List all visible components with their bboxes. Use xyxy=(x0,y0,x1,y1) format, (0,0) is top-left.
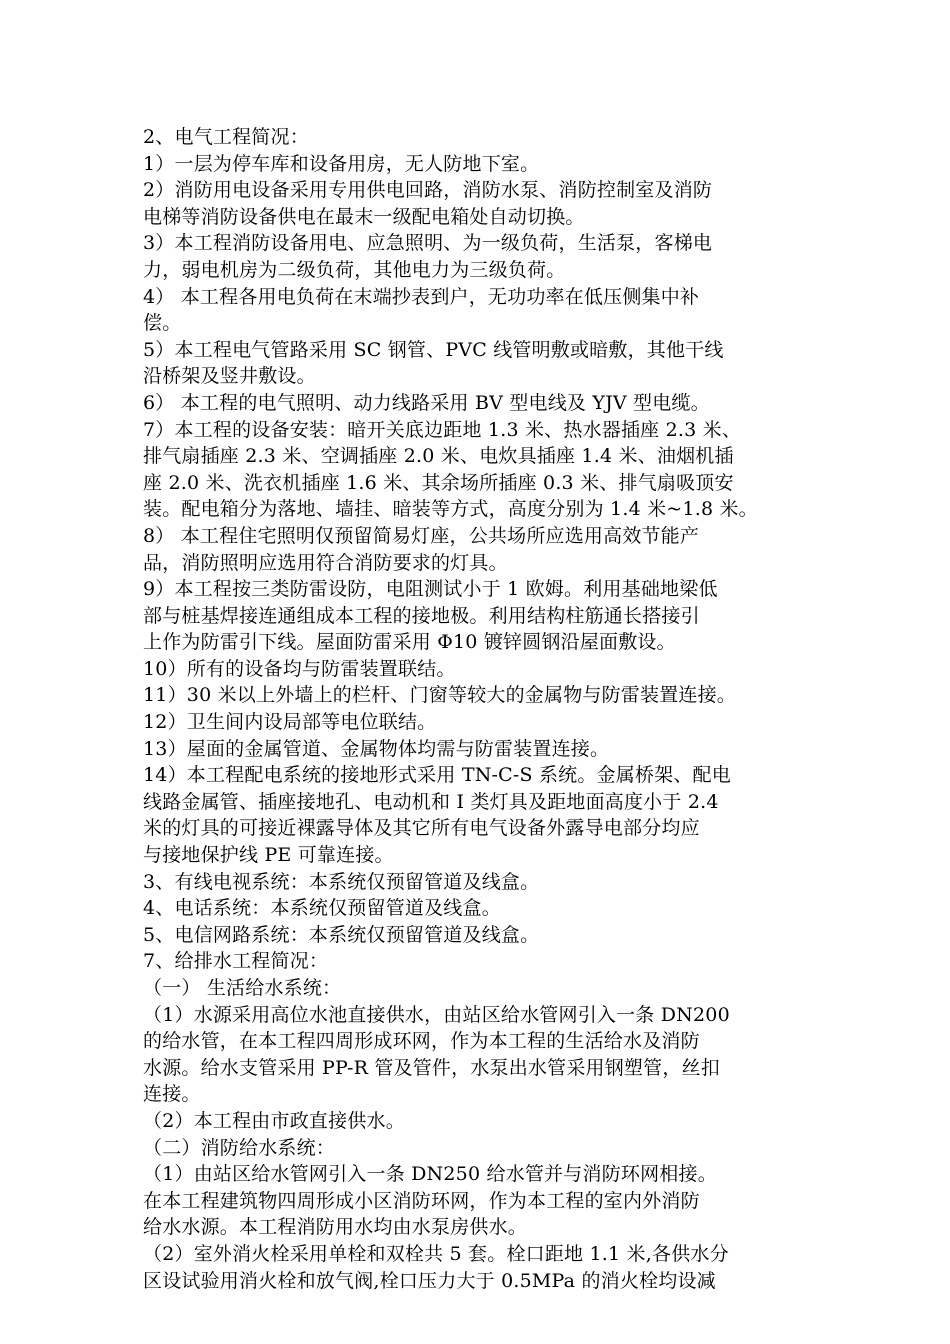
text-line: （1）由站区给水管网引入一条 DN250 给水管并与消防环网相接。 xyxy=(143,1163,717,1186)
text-line: 2、电气工程简况： xyxy=(143,126,309,148)
text-line: 座 2.0 米、洗衣机插座 1.6 米、其余场所插座 0.3 米、排气扇吸顶安 xyxy=(143,471,734,494)
text-line: 3、有线电视系统：本系统仅预留管道及线盒。 xyxy=(143,870,540,893)
text-line: 8） 本工程住宅照明仅预留简易灯座，公共场所应选用高效节能产 xyxy=(143,524,700,547)
text-line: （2）本工程由市政直接供水。 xyxy=(143,1109,405,1132)
text-line: 1）一层为停车库和设备用房，无人防地下室。 xyxy=(143,152,540,175)
text-line: 区设试验用消火栓和放气阀,栓口压力大于 0.5MPa 的消火栓均设减 xyxy=(143,1269,716,1292)
text-line: （1）水源采用高位水池直接供水，由站区给水管网引入一条 DN200 xyxy=(143,1003,730,1026)
text-line: （一） 生活给水系统： xyxy=(143,977,342,999)
text-line: 5、电信网路系统：本系统仅预留管道及线盒。 xyxy=(143,923,540,946)
text-line: 13）屋面的金属管道、金属物体均需与防雷装置连接。 xyxy=(143,737,610,760)
text-line: 部与桩基焊接连通组成本工程的接地极。利用结构柱筋通长搭接引 xyxy=(143,604,700,627)
text-line: 线路金属管、插座接地孔、电动机和 I 类灯具及距地面高度小于 2.4 xyxy=(143,790,719,813)
text-line: 12）卫生间内设局部等电位联结。 xyxy=(143,711,437,734)
text-line: 5）本工程电气管路采用 SC 钢管、PVC 线管明敷或暗敷，其他干线 xyxy=(143,338,724,361)
text-line: 力，弱电机房为二级负荷，其他电力为三级负荷。 xyxy=(143,258,566,281)
text-line: （二）消防给水系统： xyxy=(143,1136,336,1159)
text-line: 给水水源。本工程消防用水均由水泵房供水。 xyxy=(143,1216,528,1239)
text-line: 14）本工程配电系统的接地形式采用 TN-C-S 系统。金属桥架、配电 xyxy=(143,764,731,787)
text-line: 9）本工程按三类防雷设防，电阻测试小于 1 欧姆。利用基础地梁低 xyxy=(143,578,718,601)
text-line: 品，消防照明应选用符合消防要求的灯具。 xyxy=(143,551,508,574)
text-line: 7、给排水工程简况： xyxy=(143,950,329,973)
text-line: 沿桥架及竖井敷设。 xyxy=(143,365,316,388)
text-line: 米的灯具的可接近裸露导体及其它所有电气设备外露导电部分均应 xyxy=(143,817,700,840)
text-line: 2）消防用电设备采用专用供电回路，消防水泵、消防控制室及消防 xyxy=(143,179,713,202)
text-line: 装。配电箱分为落地、墙挂、暗装等方式，高度分别为 1.4 米~1.8 米。 xyxy=(143,498,758,521)
text-line: 7）本工程的设备安装：暗开关底边距地 1.3 米、热水器插座 2.3 米、 xyxy=(143,418,742,441)
text-line: 在本工程建筑物四周形成小区消防环网，作为本工程的室内外消防 xyxy=(143,1189,700,1212)
document-body xyxy=(143,124,823,1294)
text-line: 与接地保护线 PE 可靠连接。 xyxy=(143,844,394,867)
text-line: 11）30 米以上外墙上的栏杆、门窗等较大的金属物与防雷装置连接。 xyxy=(143,684,736,707)
text-line: 6） 本工程的电气照明、动力线路采用 BV 型电线及 YJV 型电缆。 xyxy=(143,391,710,414)
text-line: 10）所有的设备均与防雷装置联结。 xyxy=(143,657,456,680)
text-line: 4） 本工程各用电负荷在末端抄表到户，无功功率在低压侧集中补 xyxy=(143,285,700,308)
text-line: 3）本工程消防设备用电、应急照明、为一级负荷，生活泵，客梯电 xyxy=(143,232,713,255)
text-line: 水源。给水支管采用 PP-R 管及管件，水泵出水管采用钢塑管，丝扣 xyxy=(143,1056,720,1079)
text-line: 偿。 xyxy=(143,312,182,335)
text-line: 上作为防雷引下线。屋面防雷采用 Φ10 镀锌圆钢沿屋面敷设。 xyxy=(143,631,676,654)
text-line: 电梯等消防设备供电在最末一级配电箱处自动切换。 xyxy=(143,205,585,228)
text-line: 连接。 xyxy=(143,1083,201,1106)
text-line: 4、电话系统：本系统仅预留管道及线盒。 xyxy=(143,897,501,920)
text-line: 排气扇插座 2.3 米、空调插座 2.0 米、电炊具插座 1.4 米、油烟机插 xyxy=(143,445,734,468)
text-line: 的给水管，在本工程四周形成环网，作为本工程的生活给水及消防 xyxy=(143,1030,700,1053)
text-line: （2）室外消火栓采用单栓和双栓共 5 套。栓口距地 1.1 米,各供水分 xyxy=(143,1242,729,1265)
